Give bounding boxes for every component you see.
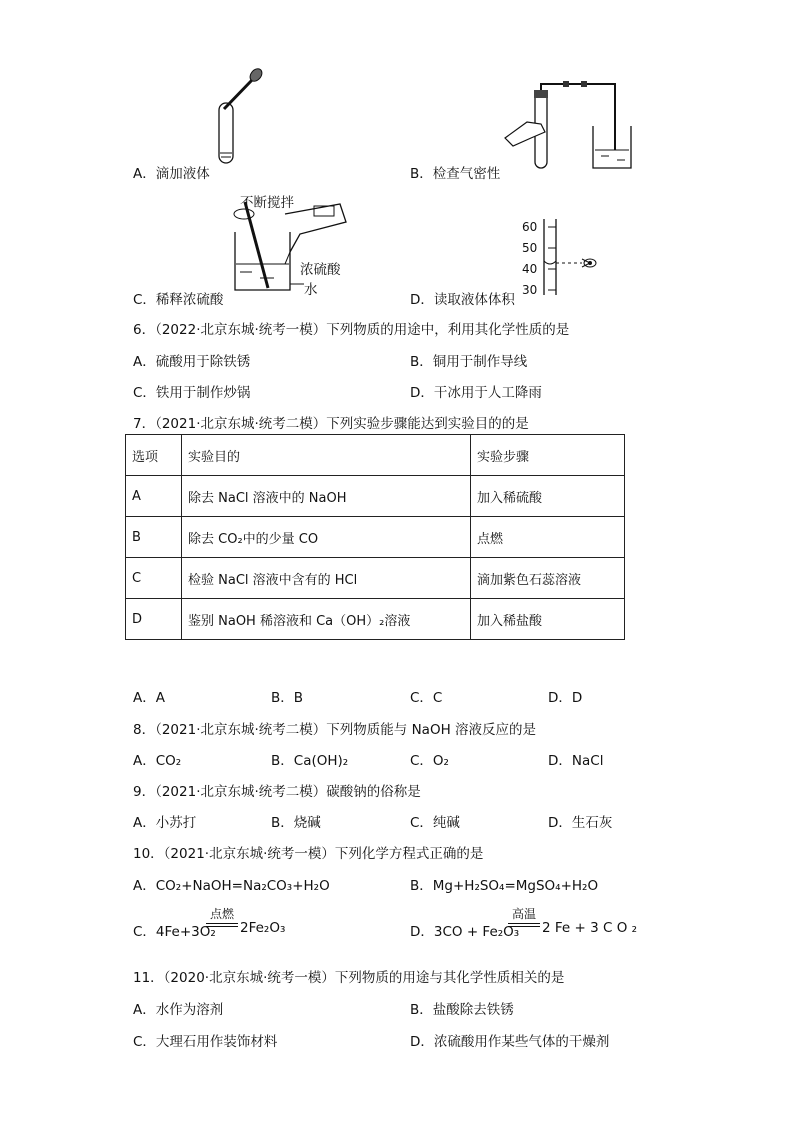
q10-d-left: D．3CO + Fe₂O₃ [410,924,520,940]
q8-option-a[interactable]: A．CO₂ [133,753,182,769]
table-row [126,558,625,599]
q10-option-b[interactable]: B．Mg+H₂SO₄=MgSO₄+H₂O [410,878,599,894]
q6-option-c[interactable]: C．铁用于制作炒锅 [133,385,251,401]
q9-option-a[interactable]: A．小苏打 [133,815,197,831]
q5-option-c[interactable]: C．稀释浓硫酸 [133,292,224,308]
cylinder-tick-60: 60 [522,220,538,234]
q7-option-c[interactable]: C．C [410,690,443,706]
q11-stem: 11．（2020·北京东城·统考一模）下列物质的用途与其化学性质相关的是 [133,970,565,986]
table-header-cell: 选项 [126,435,182,476]
cylinder-tick-50: 50 [522,241,538,255]
q11-option-b[interactable]: B．盐酸除去铁锈 [410,1002,514,1018]
q10-d-right: 2 Fe + 3 C O ₂ [542,920,638,936]
table-row [126,476,625,517]
q9-stem: 9．（2021·北京东城·统考二模）碳酸钠的俗称是 [133,784,421,800]
dropper-test-tube-figure [205,65,275,175]
table-cell: 检验 NaCl 溶液中含有的 HCl [182,558,471,599]
cylinder-tick-30: 30 [522,283,538,297]
q9-option-d[interactable]: D．生石灰 [548,815,613,831]
q9-option-b[interactable]: B．烧碱 [271,815,321,831]
table-row [126,517,625,558]
q5-option-b[interactable]: B．检查气密性 [410,166,501,182]
q6-option-d[interactable]: D．干冰用于人工降雨 [410,385,542,401]
table-header-row [126,435,625,476]
table-cell: 加入稀盐酸 [471,599,625,640]
table-cell: 鉴别 NaOH 稀溶液和 Ca（OH）₂溶液 [182,599,471,640]
table-cell: 除去 NaCl 溶液中的 NaOH [182,476,471,517]
q8-option-c[interactable]: C．O₂ [410,753,449,769]
q7-option-d[interactable]: D．D [548,690,583,706]
q5-option-d[interactable]: D．读取液体体积 [410,292,515,308]
q10-option-d[interactable] [410,920,519,940]
q10-c-right: 2Fe₂O₃ [240,920,286,936]
acid-label: 浓硫酸 [300,262,341,278]
q8-option-b[interactable]: B．Ca(OH)₂ [271,753,349,769]
table-cell: 除去 CO₂中的少量 CO [182,517,471,558]
q11-option-a[interactable]: A．水作为溶剂 [133,1002,224,1018]
q6-option-a[interactable]: A．硫酸用于除铁锈 [133,354,251,370]
table-cell: C [126,558,182,599]
q10-option-c[interactable] [133,920,216,940]
q10-c-condition [206,905,238,927]
table-cell: D [126,599,182,640]
q10-option-a[interactable]: A．CO₂+NaOH=Na₂CO₃+H₂O [133,878,330,894]
q5-option-a[interactable]: A．滴加液体 [133,166,210,182]
table-row [126,599,625,640]
table-cell: B [126,517,182,558]
q10-stem: 10．（2021·北京东城·统考一模）下列化学方程式正确的是 [133,846,484,862]
q10-d-condition [508,905,540,927]
q8-stem: 8．（2021·北京东城·统考二模）下列物质能与 NaOH 溶液反应的是 [133,722,537,738]
q7-stem: 7．（2021·北京东城·统考二模）下列实验步骤能达到实验目的的是 [133,416,529,432]
q10-c-left: C．4Fe+3O₂ [133,924,216,940]
q11-option-d[interactable]: D．浓硫酸用作某些气体的干燥剂 [410,1034,610,1050]
table-cell: A [126,476,182,517]
table-header-cell: 实验目的 [182,435,471,476]
table-cell: 滴加紫色石蕊溶液 [471,558,625,599]
water-label: 水 [304,282,318,298]
table-header-cell: 实验步骤 [471,435,625,476]
q6-option-b[interactable]: B．铜用于制作导线 [410,354,528,370]
condition-text: 点燃 [209,907,234,921]
q6-stem: 6．（2022·北京东城·统考一模）下列物质的用途中，利用其化学性质的是 [133,322,570,338]
stir-label: 不断搅拌 [240,195,294,211]
q7-option-a[interactable]: A．A [133,690,165,706]
airtightness-check-figure [505,80,640,175]
q8-option-d[interactable]: D．NaCl [548,753,604,769]
table-cell: 加入稀硫酸 [471,476,625,517]
q11-option-c[interactable]: C．大理石用作装饰材料 [133,1034,278,1050]
condition-text: 高温 [511,907,536,921]
q7-table [125,434,625,640]
q9-option-c[interactable]: C．纯碱 [410,815,460,831]
cylinder-tick-40: 40 [522,262,538,276]
q7-option-b[interactable]: B．B [271,690,304,706]
table-cell: 点燃 [471,517,625,558]
